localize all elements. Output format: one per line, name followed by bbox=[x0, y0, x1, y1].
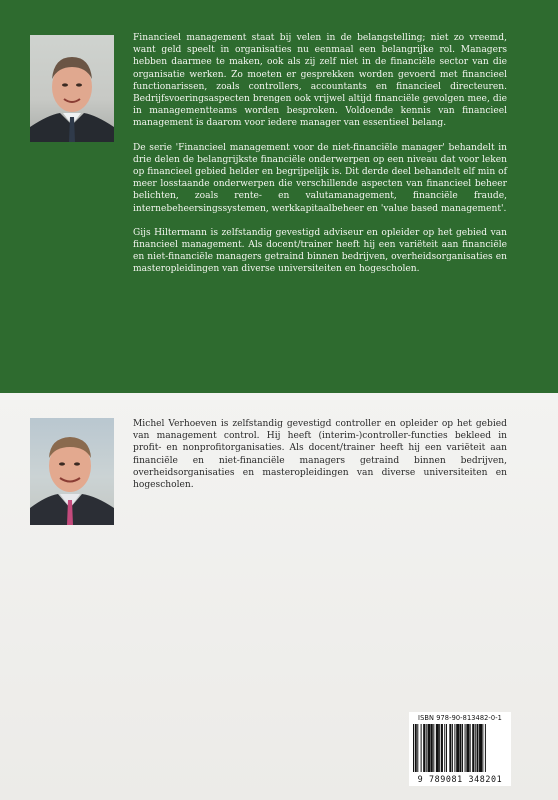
paragraph-bio-hiltermann: Gijs Hiltermann is zelfstandig gevestigd adviseur en opleider op het gebied van financieel management. Als docent/trainer heeft hij een variëteit aan financiële en niet-financiële managers getraind binnen bedrijven, overheidsorganisaties en masteropleidingen van diverse universiteiten en hogescholen. bbox=[133, 227, 507, 275]
barcode bbox=[409, 712, 511, 786]
author-photo-icon bbox=[30, 418, 114, 525]
paragraph-series: De serie 'Financieel management voor de niet-financiële manager' behandelt in drie delen de belangrijkste financiële onderwerpen op een niveau dat voor leken op financieel gebied helder en begrijpelijk is. Dit derde deel behandelt elf min of meer losstaande onderwerpen die verschillende aspecten van financieel beheer belichten, zoals rente- en valutamanagement, financiële fraude, internebeheersingssystemen, werkkapitaalbeheer en 'value based management'. bbox=[133, 142, 507, 214]
paragraph-bio-verhoeven: Michel Verhoeven is zelfstandig gevestigd controller en opleider op het gebied van management control. Hij heeft (interim-)controller-functies bekleed in profit- en nonprofitorganisaties. Als docent/trainer heeft hij een variëteit aan financiële en niet-financiële managers getraind binnen bedrijven, overheidsorganisaties en masteropleidingen van diverse universiteiten en hogescholen. bbox=[133, 419, 507, 491]
author1-text bbox=[133, 32, 507, 288]
author-photo-icon bbox=[30, 35, 114, 142]
barcode-digits: 9 789081 348201 bbox=[417, 774, 503, 784]
isbn-label: ISBN 978-90-813482-0-1 bbox=[418, 714, 502, 722]
paragraph-intro: Financieel management staat bij velen in de belangstelling; niet zo vreemd, want geld speelt in organisaties nu eenmaal een belangrijke rol. Managers hebben daarmee te maken, ook als zij zelf niet in de financiële sector van die organisatie werken. Zo moeten er gesprekken worden gevoerd met financieel functionarissen, zoals controllers, accountants en financieel directeuren. Bedrijfsvoeringsaspecten brengen ook vrijwel altijd financiële gevolgen mee, die in managementteams worden besproken. Voldoende kennis van financieel management is daarom voor iedere manager van essentieel belang. bbox=[133, 33, 507, 129]
barcode-bars-icon bbox=[413, 724, 507, 774]
author2-text bbox=[133, 418, 507, 503]
